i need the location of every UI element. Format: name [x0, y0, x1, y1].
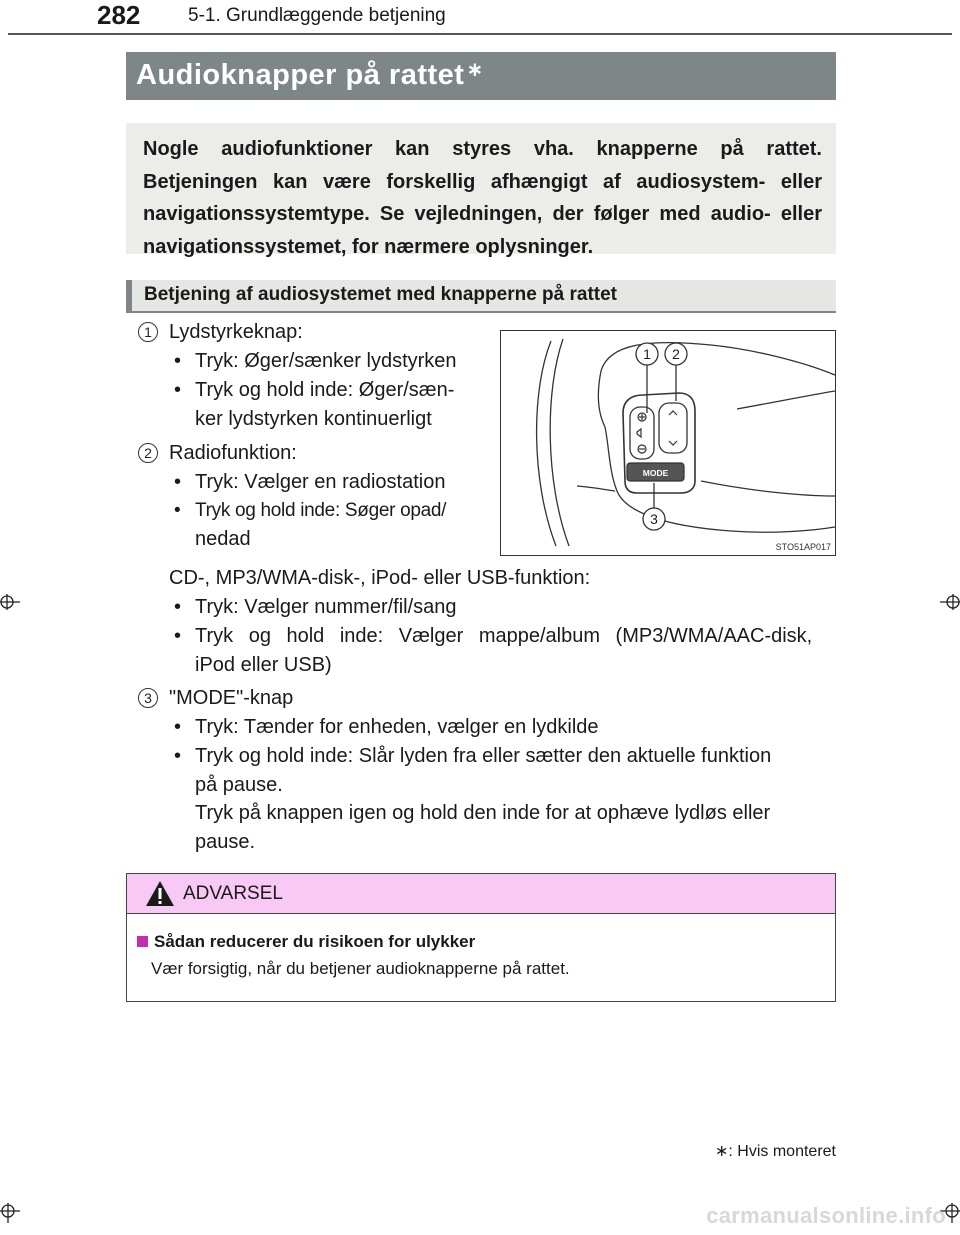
warning-box [126, 873, 836, 1002]
registration-mark-icon [940, 592, 960, 612]
bullet-continuation: iPod eller USB) [195, 654, 332, 676]
bullet-text: Tryk og hold inde: Øger/sæn- [195, 379, 455, 401]
steering-wheel-illustration [501, 331, 835, 555]
watermark: carmanualsonline.info [706, 1203, 946, 1228]
page-title [136, 59, 484, 92]
callout-1: 1 [643, 346, 651, 362]
item-number-3: 3 [138, 688, 158, 708]
section-label: 5-1. Grundlæggende betjening [188, 5, 446, 26]
warning-item-title-text: Sådan reducerer du risikoen for ulykker [154, 932, 476, 951]
bullet-continuation: pause. [195, 831, 256, 853]
bullet-continuation: nedad [195, 528, 251, 550]
bullet-text: Tryk: Vælger en radiostation [195, 471, 446, 493]
bullet-dot: • [174, 379, 182, 401]
warning-triangle-icon [145, 880, 175, 907]
callout-3: 3 [650, 511, 658, 527]
bullet-text: Tryk og hold inde: Vælger mappe/album (MP3/WMA/AAC-disk, [195, 625, 813, 647]
intro-text: Nogle audiofunktioner kan styres vha. knapperne på rattet. Betjeningen kan være forskellig afhængigt af audiosystem- eller navigationssystemtype. Se vejledningen, der følger med audio- eller navigationssystemet, for nærmere oplysninger. [143, 138, 822, 258]
bullet-continuation: Tryk på knappen igen og hold den inde for at ophæve lydløs eller [195, 802, 771, 824]
warning-title: ADVARSEL [183, 883, 283, 904]
title-asterisk: ∗ [466, 59, 484, 81]
item-label-1: Lydstyrkeknap: [169, 321, 303, 343]
warning-item-text: Vær forsigtig, når du betjener audioknapperne på rattet. [151, 959, 570, 978]
registration-mark-icon [0, 1203, 20, 1223]
subheading [126, 280, 836, 313]
mode-button-label: MODE [642, 468, 669, 478]
item-number-1: 1 [138, 322, 158, 342]
bullet-dot: • [174, 596, 182, 618]
bullet-dot: • [174, 500, 181, 521]
title-bar [126, 52, 836, 100]
callout-2: 2 [672, 346, 680, 362]
registration-mark-icon [0, 592, 20, 612]
subheading-text: Betjening af audiosystemet med knapperne på rattet [144, 284, 618, 305]
header-rule [8, 33, 952, 35]
bullet-continuation: ker lydstyrken kontinuerligt [195, 408, 432, 430]
footnote: ∗: Hvis monteret [715, 1143, 836, 1160]
bullet-text: Tryk: Tænder for enheden, vælger en lydkilde [195, 716, 599, 738]
bullet-dot: • [174, 745, 182, 767]
page-number: 282 [97, 0, 141, 30]
item-label-2: Radiofunktion: [169, 442, 297, 464]
sub-label: CD-, MP3/WMA-disk-, iPod- eller USB-funktion: [169, 567, 591, 589]
bullet-text: Tryk og hold inde: Søger opad/ [195, 500, 447, 521]
steering-wheel-figure [500, 330, 836, 556]
bullet-text: Tryk: Øger/sænker lydstyrken [195, 350, 457, 372]
figure-code: STO51AP017 [775, 542, 831, 552]
bullet-dot: • [174, 350, 182, 372]
bullet-continuation: på pause. [195, 774, 283, 796]
warning-header [127, 874, 835, 914]
bullet-dot: • [174, 471, 182, 493]
intro-box [126, 123, 836, 258]
item-number-2: 2 [138, 443, 158, 463]
page-title-text: Audioknapper på rattet [136, 59, 465, 91]
item-label-3: "MODE"-knap [169, 687, 294, 709]
bullet-text: Tryk: Vælger nummer/fil/sang [195, 596, 457, 618]
bullet-dot: • [174, 625, 182, 647]
warning-item-title [137, 932, 475, 952]
bullet-text: Tryk og hold inde: Slår lyden fra eller sætter den aktuelle funktion [195, 745, 772, 767]
square-bullet-icon [137, 936, 148, 947]
bullet-dot: • [174, 716, 182, 738]
